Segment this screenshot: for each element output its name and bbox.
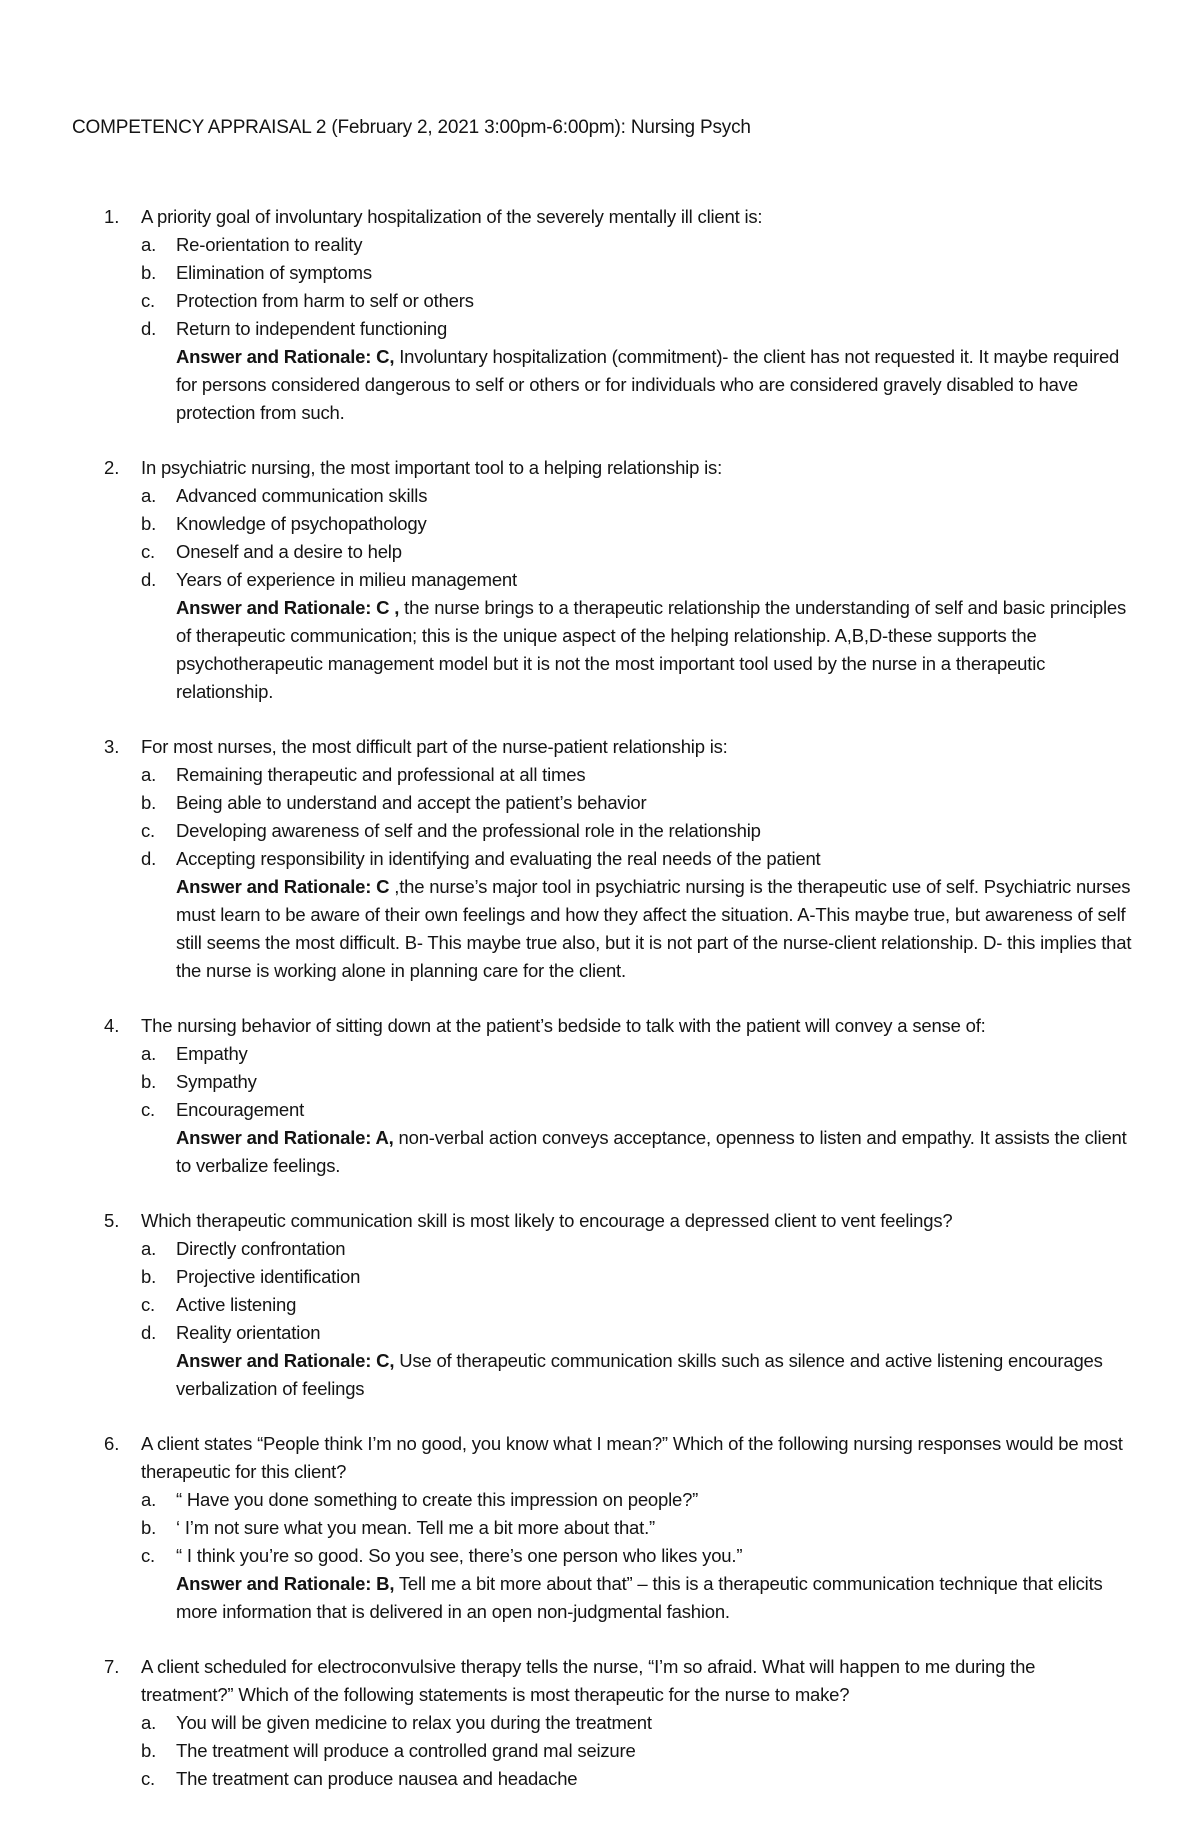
answer-rationale	[176, 1347, 1136, 1403]
answer-option	[0, 510, 1200, 538]
option-letter: c.	[141, 541, 155, 562]
option-list	[0, 1040, 1200, 1124]
option-letter: a.	[141, 1489, 157, 1510]
question-number: 4.	[104, 1015, 120, 1036]
answer-option	[0, 1040, 1200, 1068]
option-letter: b.	[141, 1517, 157, 1538]
question-item	[0, 1653, 1200, 1793]
answer-rationale	[176, 343, 1136, 427]
option-text: Protection from harm to self or others	[176, 290, 474, 311]
option-text: Return to independent functioning	[176, 318, 448, 339]
answer-option	[0, 1737, 1200, 1765]
answer-option	[0, 1542, 1200, 1570]
answer-option	[0, 1319, 1200, 1347]
question-number: 7.	[104, 1656, 120, 1677]
question-text: A client states “People think I’m no good, you know what I mean?” Which of the following nursing responses would be most therapeutic for this client?	[141, 1433, 1123, 1482]
question-text: In psychiatric nursing, the most important tool to a helping relationship is:	[141, 457, 723, 478]
option-letter: a.	[141, 1712, 157, 1733]
question-text: For most nurses, the most difficult part of the nurse-patient relationship is:	[141, 736, 728, 757]
question-item	[0, 1430, 1200, 1626]
answer-text: Tell me a bit more about that” – this is a therapeutic communication technique that elicits more information that is delivered in an open non-judgmental fashion.	[176, 1573, 1103, 1622]
answer-option	[0, 231, 1200, 259]
answer-label: Answer and Rationale: C,	[176, 346, 395, 367]
option-text: Encouragement	[176, 1099, 305, 1120]
option-text: Knowledge of psychopathology	[176, 513, 427, 534]
answer-option	[0, 1263, 1200, 1291]
option-text: ‘ I’m not sure what you mean. Tell me a bit more about that.”	[176, 1517, 655, 1538]
option-letter: b.	[141, 1071, 157, 1092]
option-letter: b.	[141, 1266, 157, 1287]
option-text: The treatment can produce nausea and headache	[176, 1768, 578, 1789]
answer-label: Answer and Rationale: C ,	[176, 597, 400, 618]
answer-option	[0, 1235, 1200, 1263]
option-letter: c.	[141, 820, 155, 841]
answer-label: Answer and Rationale: C,	[176, 1350, 395, 1371]
answer-option	[0, 845, 1200, 873]
answer-option	[0, 1096, 1200, 1124]
question-number: 5.	[104, 1210, 120, 1231]
answer-text: non-verbal action conveys acceptance, openness to listen and empathy. It assists the client to verbalize feelings.	[176, 1127, 1127, 1176]
option-letter: d.	[141, 569, 157, 590]
option-letter: b.	[141, 513, 157, 534]
answer-rationale	[176, 594, 1136, 706]
option-letter: a.	[141, 234, 157, 255]
option-text: Reality orientation	[176, 1322, 321, 1343]
option-letter: d.	[141, 848, 157, 869]
option-letter: a.	[141, 1043, 157, 1064]
answer-option	[0, 1765, 1200, 1793]
option-text: Developing awareness of self and the professional role in the relationship	[176, 820, 761, 841]
option-text: Elimination of symptoms	[176, 262, 372, 283]
option-text: Oneself and a desire to help	[176, 541, 402, 562]
question-text: The nursing behavior of sitting down at the patient’s bedside to talk with the patient will convey a sense of:	[141, 1015, 986, 1036]
answer-text: ,the nurse’s major tool in psychiatric nursing is the therapeutic use of self. Psychiatric nurses must learn to be aware of their own feelings and how they affect the situation. A-This maybe true, but awareness of self still seems the most difficult. B- This maybe true also, but it is not part of the nurse-client relationship. D- this implies that the nurse is working alone in planning care for the client.	[176, 876, 1132, 981]
question-number: 3.	[104, 736, 120, 757]
option-list	[0, 1486, 1200, 1570]
answer-option	[0, 1709, 1200, 1737]
question-item	[0, 1012, 1200, 1180]
option-letter: a.	[141, 1238, 157, 1259]
question-item	[0, 454, 1200, 706]
question-text: A client scheduled for electroconvulsive therapy tells the nurse, “I’m so afraid. What will happen to me during the treatment?” Which of the following statements is most therapeutic for the nurse to make?	[141, 1656, 1036, 1705]
answer-option	[0, 817, 1200, 845]
answer-rationale	[176, 1570, 1136, 1626]
option-letter: b.	[141, 1740, 157, 1761]
option-list	[0, 231, 1200, 343]
question-item	[0, 203, 1200, 427]
option-text: The treatment will produce a controlled grand mal seizure	[176, 1740, 636, 1761]
option-letter: c.	[141, 1768, 155, 1789]
answer-text: the nurse brings to a therapeutic relationship the understanding of self and basic principles of therapeutic communication; this is the unique aspect of the helping relationship. A,B,D-these supports the psychotherapeutic management model but it is not the most important tool used by the nurse in a therapeutic relationship.	[176, 597, 1127, 702]
option-text: Accepting responsibility in identifying and evaluating the real needs of the patient	[176, 848, 821, 869]
option-text: Being able to understand and accept the patient’s behavior	[176, 792, 647, 813]
question-item	[0, 1207, 1200, 1403]
option-text: Re-orientation to reality	[176, 234, 363, 255]
option-text: “ I think you’re so good. So you see, there’s one person who likes you.”	[176, 1545, 743, 1566]
answer-option	[0, 789, 1200, 817]
answer-rationale	[176, 873, 1136, 985]
answer-text: Use of therapeutic communication skills such as silence and active listening encourages verbalization of feelings	[176, 1350, 1103, 1399]
answer-text: Involuntary hospitalization (commitment)- the client has not requested it. It maybe required for persons considered dangerous to self or others or for individuals who are considered gravely disabled to have protection from such.	[176, 346, 1120, 423]
option-letter: d.	[141, 318, 157, 339]
question-text: Which therapeutic communication skill is most likely to encourage a depressed client to vent feelings?	[141, 1210, 953, 1231]
answer-option	[0, 259, 1200, 287]
answer-option	[0, 1291, 1200, 1319]
answer-option	[0, 482, 1200, 510]
option-letter: b.	[141, 792, 157, 813]
option-letter: c.	[141, 1099, 155, 1120]
answer-option	[0, 315, 1200, 343]
answer-option	[0, 1486, 1200, 1514]
answer-label: Answer and Rationale: C	[176, 876, 390, 897]
question-item	[0, 733, 1200, 985]
option-text: “ Have you done something to create this impression on people?”	[176, 1489, 699, 1510]
question-number: 2.	[104, 457, 120, 478]
option-text: Projective identification	[176, 1266, 361, 1287]
answer-rationale	[176, 1124, 1136, 1180]
answer-option	[0, 1514, 1200, 1542]
answer-label: Answer and Rationale: A,	[176, 1127, 394, 1148]
answer-option	[0, 761, 1200, 789]
question-text: A priority goal of involuntary hospitalization of the severely mentally ill client is:	[141, 206, 763, 227]
option-letter: c.	[141, 290, 155, 311]
option-list	[0, 1709, 1200, 1793]
option-list	[0, 482, 1200, 594]
option-letter: c.	[141, 1545, 155, 1566]
question-list	[0, 203, 1200, 1820]
answer-option	[0, 1068, 1200, 1096]
option-text: Sympathy	[176, 1071, 257, 1092]
answer-option	[0, 538, 1200, 566]
option-letter: a.	[141, 485, 157, 506]
option-text: Advanced communication skills	[176, 485, 428, 506]
option-text: Empathy	[176, 1043, 248, 1064]
option-letter: d.	[141, 1322, 157, 1343]
option-letter: c.	[141, 1294, 155, 1315]
option-text: Directly confrontation	[176, 1238, 346, 1259]
option-text: Active listening	[176, 1294, 297, 1315]
option-text: You will be given medicine to relax you during the treatment	[176, 1712, 652, 1733]
question-number: 1.	[104, 206, 120, 227]
answer-option	[0, 287, 1200, 315]
page-title: COMPETENCY APPRAISAL 2 (February 2, 2021 3:00pm-6:00pm): Nursing Psych	[72, 117, 751, 138]
option-text: Years of experience in milieu management	[176, 569, 517, 590]
option-text: Remaining therapeutic and professional at all times	[176, 764, 586, 785]
answer-option	[0, 566, 1200, 594]
option-list	[0, 1235, 1200, 1347]
option-list	[0, 761, 1200, 873]
option-letter: a.	[141, 764, 157, 785]
option-letter: b.	[141, 262, 157, 283]
answer-label: Answer and Rationale: B,	[176, 1573, 395, 1594]
question-number: 6.	[104, 1433, 120, 1454]
